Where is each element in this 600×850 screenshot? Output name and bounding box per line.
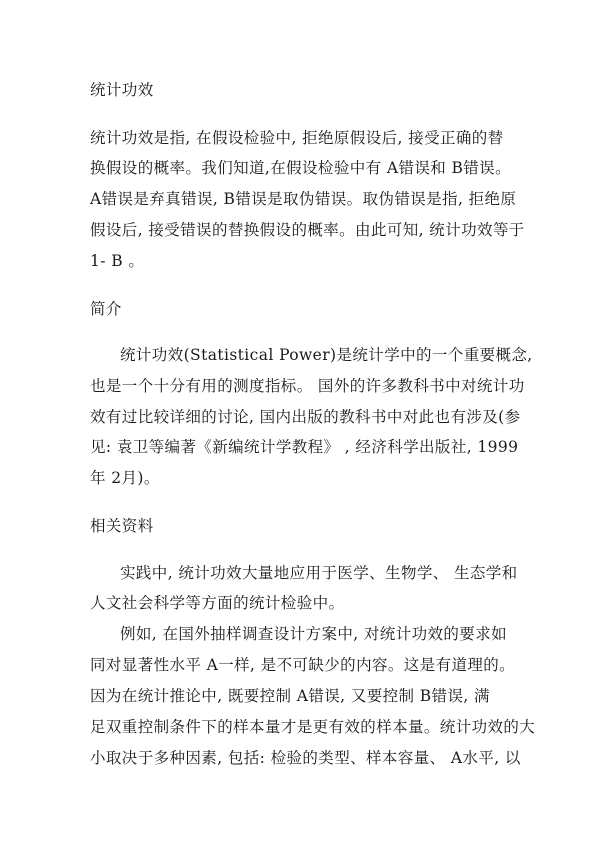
section-heading-statistical-power: 统计功效 [90, 81, 154, 99]
section-heading-introduction: 简介 [90, 300, 122, 318]
text-line: 小取决于多种因素, 包括: 检验的类型、样本容量、 A水平, 以 [90, 749, 521, 767]
text-line: 实践中, 统计功效大量地应用于医学、生物学、 生态学和 [120, 564, 518, 582]
text-line: 效有过比较详细的讨论, 国内出版的教科书中对此也有涉及(参 [90, 408, 521, 426]
text-line: 1- B 。 [90, 252, 145, 270]
text-line: 因为在统计推论中, 既要控制 A错误, 又要控制 B错误, 满 [90, 687, 490, 705]
text-line: A错误是弃真错误, B错误是取伪错误。取伪错误是指, 拒绝原 [90, 190, 517, 208]
text-line: 也是一个十分有用的测度指标。 国外的许多教科书中对统计功 [90, 377, 525, 395]
text-line: 统计功效是指, 在假设检验中, 拒绝原假设后, 接受正确的替 [90, 129, 504, 147]
text-line: 年 2月)。 [90, 469, 160, 487]
text-line: 同对显著性水平 A一样, 是不可缺少的内容。这是有道理的。 [90, 656, 516, 674]
text-line: 假设后, 接受错误的替换假设的概率。由此可知, 统计功效等于 [90, 221, 525, 239]
text-line: 换假设的概率。我们知道,在假设检验中有 A错误和 B错误。 [90, 159, 511, 177]
text-line: 见: 袁卫等编著《新编统计学教程》 , 经济科学出版社, 1999 [90, 438, 519, 456]
text-line: 足双重控制条件下的样本量才是更有效的样本量。统计功效的大 [90, 718, 536, 736]
text-line: 统计功效(Statistical Power)是统计学中的一个重要概念, [120, 346, 533, 364]
text-line: 例如, 在国外抽样调查设计方案中, 对统计功效的要求如 [120, 625, 508, 643]
text-line: 人文社会科学等方面的统计检验中。 [90, 594, 345, 612]
section-heading-related-materials: 相关资料 [90, 517, 154, 535]
